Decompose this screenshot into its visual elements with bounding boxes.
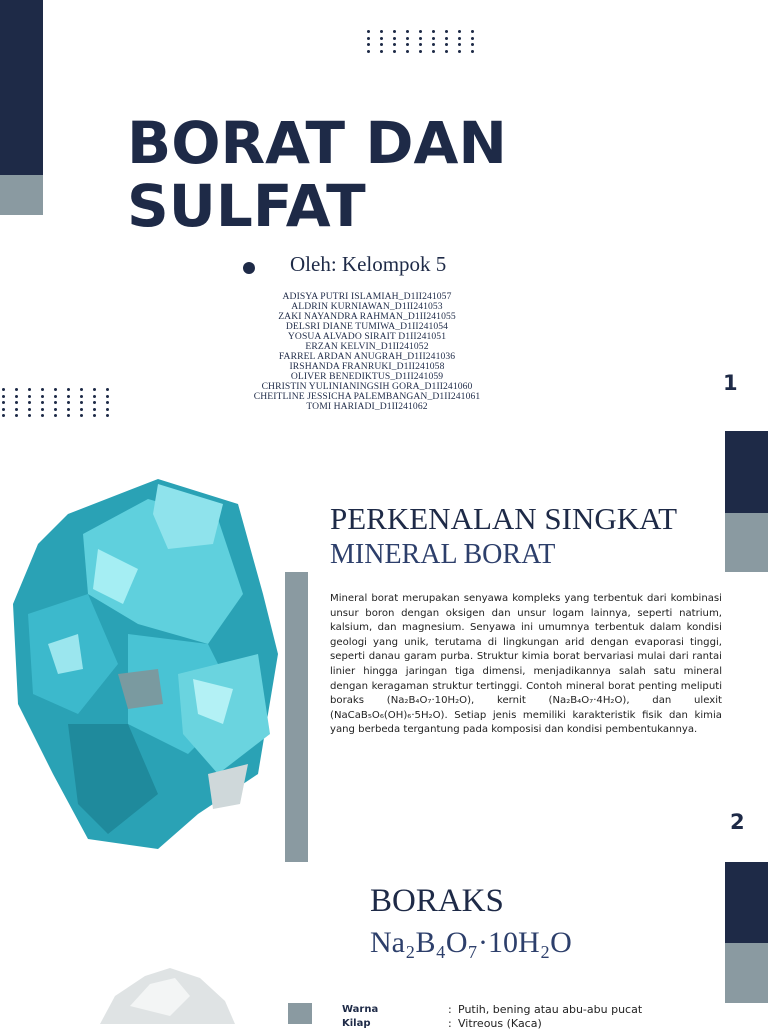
decor-dot [458, 37, 461, 40]
page-number-1: 1 [723, 371, 738, 395]
decor-dot [380, 50, 383, 53]
decor-dot [106, 388, 109, 391]
decor-dot [471, 37, 474, 40]
property-colon: : [448, 1016, 452, 1030]
decor-bar-mid-slate [285, 572, 308, 862]
member-name: ADISYA PUTRI ISLAMIAH_D1II241057 [282, 291, 452, 302]
decor-dot [93, 388, 96, 391]
decor-dot [93, 395, 96, 398]
decor-dot [67, 414, 70, 417]
property-row [342, 1002, 702, 1016]
decor-dot [67, 408, 70, 411]
decor-dot [15, 401, 18, 404]
decor-dot [367, 50, 370, 53]
decor-dot [54, 408, 57, 411]
decor-dot [28, 395, 31, 398]
byline-bullet [243, 262, 255, 274]
decor-dot [367, 30, 370, 33]
decor-dot [2, 395, 5, 398]
decor-dot [80, 388, 83, 391]
decor-dot [80, 395, 83, 398]
decor-dot [2, 388, 5, 391]
decor-dot [458, 50, 461, 53]
decor-dot [406, 43, 409, 46]
decor-dot [41, 408, 44, 411]
decor-bar-right-slate-2 [725, 943, 768, 1003]
property-value: Vitreous (Kaca) [458, 1016, 542, 1030]
intro-paragraph: Mineral borat merupakan senyawa kompleks yang terbentuk dari kombinasi unsur boron dengan oksigen dan unsur logam lainnya, seperti natrium, kalsium, dan magnesium. Senyawa ini umumnya terbentuk dalam kondisi geologi yang unik, terutama di lingkungan arid dengan evaporasi tinggi, seperti danau garam purba. Struktur kimia borat bervariasi mulai dari rantai linier hingga jaringan tiga dimensi, menjadikannya salah satu mineral dengan keragaman struktur tertinggi. Contoh mineral borat penting meliputi boraks (Na₂B₄O₇·10H₂O), kernit (Na₂B₄O₇·4H₂O), dan ulexit (NaCaB₅O₆(OH)₆·5H₂O). Setiap jenis memiliki karakteristik fisik dan kimia yang berbeda tergantung pada komposisi dan kondisi pembentukannya. [330, 593, 722, 736]
decor-dot [393, 30, 396, 33]
decor-dot [367, 37, 370, 40]
member-name: CHEITLINE JESSICHA PALEMBANGAN_D1II241061 [253, 391, 481, 402]
decor-dot [458, 30, 461, 33]
decor-dot [106, 414, 109, 417]
decor-dot [15, 395, 18, 398]
decor-dot [432, 50, 435, 53]
decor-dot [15, 408, 18, 411]
decor-dot [15, 414, 18, 417]
decor-dot [445, 30, 448, 33]
decor-bar-top-left-navy [0, 0, 43, 175]
decor-dot [367, 43, 370, 46]
page-number-2: 2 [730, 810, 745, 834]
decor-dot [41, 401, 44, 404]
boraks-formula: Na₂B₄O₇·10H₂O [370, 926, 572, 959]
property-colon: : [448, 1002, 452, 1016]
decor-dot [380, 43, 383, 46]
section-subtitle-intro: MINERAL BORAT [330, 539, 556, 570]
borate-mineral-image [8, 474, 286, 854]
decor-dot [458, 43, 461, 46]
decor-dot [2, 401, 5, 404]
member-name: IRSHANDA FRANRUKI_D1II241058 [289, 361, 445, 372]
decor-dot [445, 50, 448, 53]
decor-dot [393, 50, 396, 53]
decor-dot [393, 43, 396, 46]
decor-dot-grid-top [367, 30, 484, 56]
decor-dot [106, 408, 109, 411]
decor-dot [419, 37, 422, 40]
decor-dot [445, 37, 448, 40]
decor-dot [41, 414, 44, 417]
decor-dot [28, 388, 31, 391]
decor-dot [67, 395, 70, 398]
property-row [342, 1016, 702, 1030]
decor-dot [93, 414, 96, 417]
decor-bar-right-navy-2 [725, 862, 768, 943]
decor-dot [80, 414, 83, 417]
decor-dot [93, 408, 96, 411]
decor-dot [2, 408, 5, 411]
decor-dot [380, 37, 383, 40]
decor-dot [419, 30, 422, 33]
decor-dot [106, 395, 109, 398]
member-name: YOSUA ALVADO SIRAIT D1II241051 [287, 331, 447, 342]
decor-dot [406, 50, 409, 53]
decor-dot [380, 30, 383, 33]
member-name: TOMI HARIADI_D1II241062 [306, 401, 428, 412]
member-name: DELSRI DIANE TUMIWA_D1II241054 [285, 321, 449, 332]
decor-dot [67, 401, 70, 404]
member-name: ZAKI NAYANDRA RAHMAN_D1II241055 [278, 311, 456, 322]
member-name: FARREL ARDAN ANUGRAH_D1II241036 [278, 351, 456, 362]
property-value: Putih, bening atau abu-abu pucat [458, 1002, 643, 1016]
decor-dot [54, 401, 57, 404]
decor-dot [15, 388, 18, 391]
decor-dot [28, 414, 31, 417]
decor-bar-top-left-slate [0, 175, 43, 215]
section-title-intro: PERKENALAN SINGKAT [330, 501, 678, 536]
decor-dot [432, 30, 435, 33]
decor-dot [54, 395, 57, 398]
boraks-properties [342, 1002, 702, 1030]
member-name: CHRISTIN YULINIANINGSIH GORA_D1II241060 [261, 381, 473, 392]
decor-dot [41, 395, 44, 398]
boraks-title: BORAKS [370, 883, 504, 919]
cover-title-line1: BORAT DAN [127, 109, 507, 177]
decor-dot [93, 401, 96, 404]
cover-title-line2: SULFAT [127, 172, 366, 240]
byline: Oleh: Kelompok 5 [290, 252, 447, 276]
decor-dot [471, 43, 474, 46]
decor-dot [406, 30, 409, 33]
boraks-mineral-image [90, 966, 240, 1024]
decor-dot [67, 388, 70, 391]
decor-dot [406, 37, 409, 40]
member-list [200, 292, 534, 412]
member-name: ALDRIN KURNIAWAN_D1II241053 [291, 301, 443, 312]
member-name: OLIVER BENEDIKTUS_D1II241059 [290, 371, 444, 382]
decor-dot [432, 37, 435, 40]
decor-dot [419, 50, 422, 53]
decor-dot [2, 414, 5, 417]
decor-bar-right-navy-1 [725, 431, 768, 513]
decor-dot [393, 37, 396, 40]
decor-dot [419, 43, 422, 46]
decor-dot [471, 30, 474, 33]
decor-dot [54, 388, 57, 391]
decor-dot [432, 43, 435, 46]
decor-dot [28, 401, 31, 404]
decor-dot [54, 414, 57, 417]
property-label: Warna [342, 1003, 379, 1015]
cover-title [127, 109, 587, 240]
decor-dot [80, 408, 83, 411]
member-name: ERZAN KELVIN_D1II241052 [305, 341, 429, 352]
property-label: Kilap [342, 1017, 371, 1029]
decor-dot [471, 50, 474, 53]
decor-dot [28, 408, 31, 411]
decor-dot [41, 388, 44, 391]
decor-dot [445, 43, 448, 46]
decor-bar-right-slate-1 [725, 513, 768, 572]
decor-bar-bottom-slate [288, 1003, 312, 1024]
decor-dot [80, 401, 83, 404]
decor-dot-grid-left [2, 388, 119, 421]
decor-dot [106, 401, 109, 404]
